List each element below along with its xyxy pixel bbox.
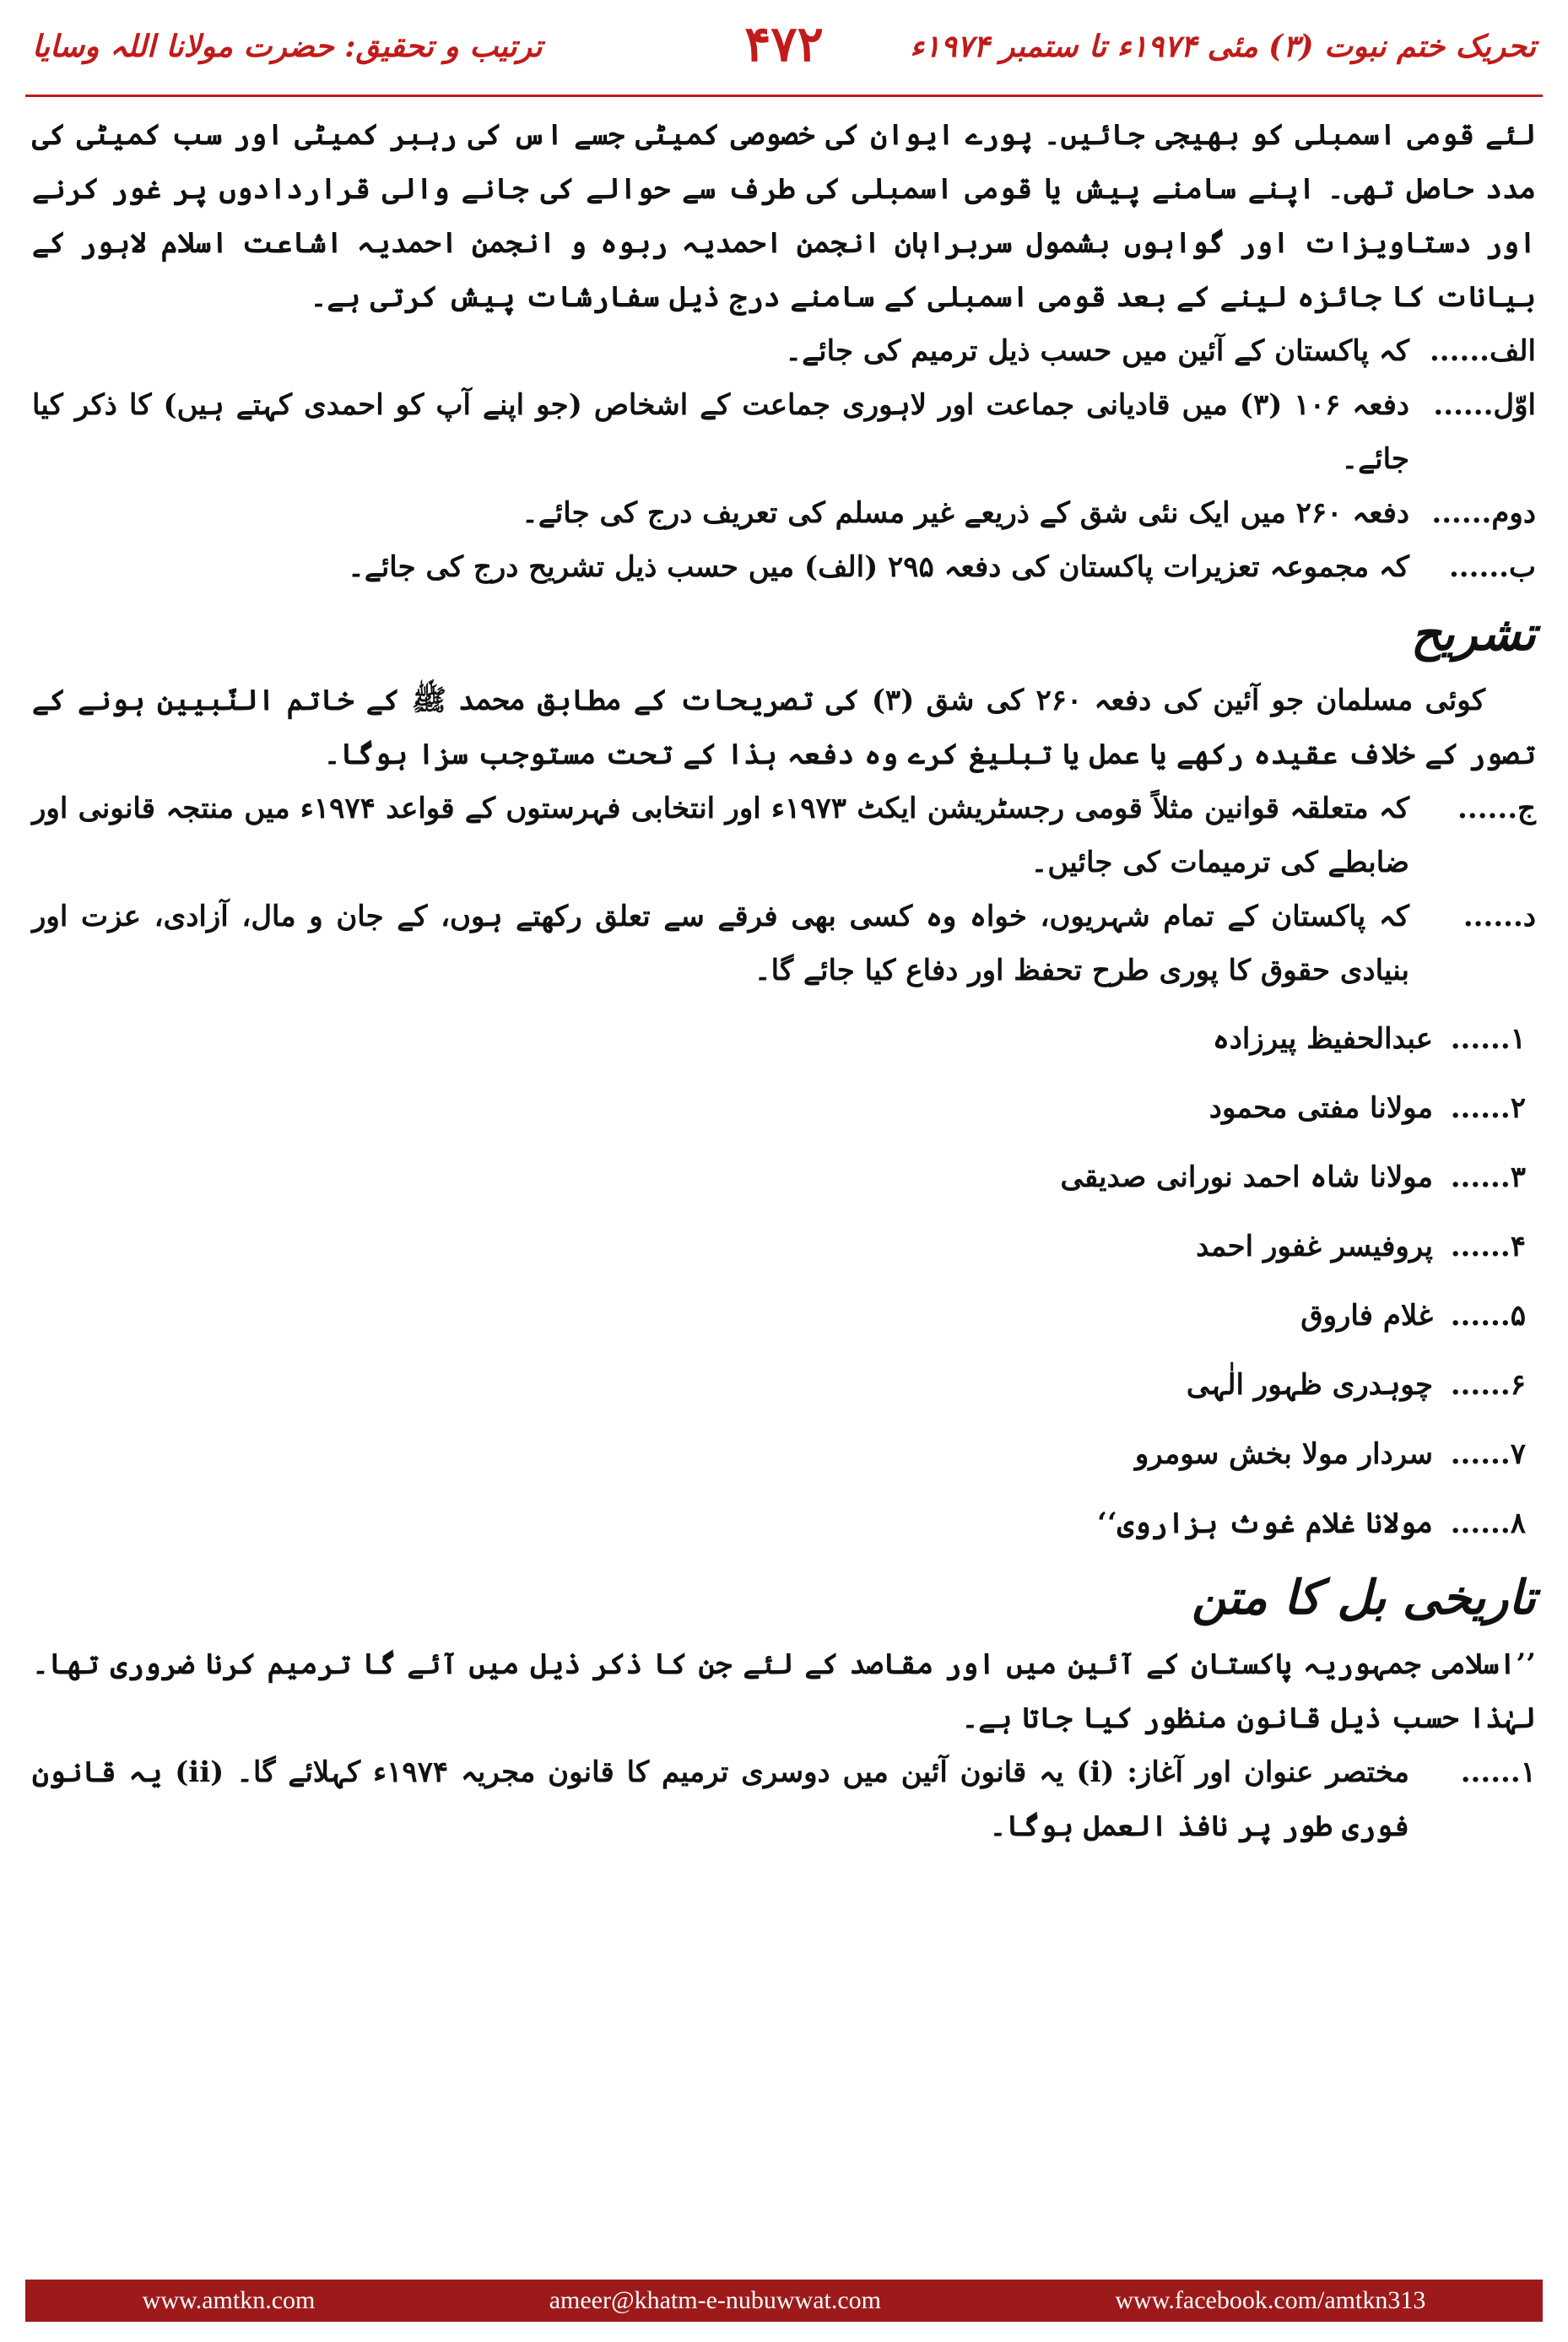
signatory-number: ۴...... (1450, 1230, 1526, 1263)
point-label: اوّل...... (1433, 388, 1536, 422)
point-label: د...... (1463, 900, 1536, 933)
point-row (32, 486, 1536, 540)
header-divider (25, 95, 1543, 97)
signatory-item (32, 1281, 1536, 1350)
signatory-item (32, 1489, 1536, 1558)
point-text: کہ مجموعہ تعزیرات پاکستان کی دفعہ ۲۹۵ (الف) میں حسب ذیل تشریح درج کی جائے۔ (348, 550, 1409, 584)
signatory-item (32, 1350, 1536, 1420)
bill-clause (32, 1745, 1536, 1853)
point-row (32, 324, 1536, 378)
signatory-number: ۵...... (1450, 1299, 1526, 1333)
point-text: کہ پاکستان کے آئین میں حسب ذیل ترمیم کی جائے۔ (785, 334, 1409, 368)
page-body (32, 108, 1536, 2249)
point-text: دفعہ ۲۶۰ میں ایک نئی شق کے ذریعے غیر مسلم کی تعریف درج کی جائے۔ (521, 496, 1409, 530)
bill-intro: ’’اسلامی جمہوریہ پاکستان کے آئین میں اور مقاصد کے لئے جن کا ذکر ذیل میں آئے گا ترمیم کرنا ضروری تھا۔ لہٰذا حسب ذیل قانون منظور کیا جاتا ہے۔ (32, 1647, 1536, 1735)
signatory-number: ۲...... (1450, 1091, 1526, 1125)
point-row (32, 378, 1536, 486)
point-label: الف...... (1429, 334, 1536, 368)
signatory-name: مولانا مفتی محمود (1208, 1091, 1433, 1125)
signatory-item (32, 1074, 1536, 1143)
signatory-number: ۸...... (1450, 1506, 1526, 1540)
clause-label: ۱...... (1460, 1755, 1536, 1789)
signatory-name: سردار مولا بخش سومرو (1134, 1437, 1433, 1471)
signatory-name: پروفیسر غفور احمد (1196, 1230, 1433, 1263)
signatory-name: غلام فاروق (1300, 1299, 1433, 1333)
signatory-number: ۳...... (1450, 1160, 1526, 1194)
compiler-credit: ترتیب و تحقیق: حضرت مولانا اللہ وسایا (32, 29, 543, 64)
signatory-number: ۱...... (1450, 1022, 1526, 1056)
clause-text: مختصر عنوان اور آغاز: (i) یہ قانون آئین میں دوسری ترمیم کا قانون مجریہ ۱۹۷۴ء کہلائے گا۔ (ii) یہ قانون فوری طور پر نافذ العمل ہوگا۔ (32, 1755, 1409, 1843)
signatory-name: عبدالحفیظ پیرزادہ (1212, 1022, 1433, 1056)
point-label: دوم...... (1431, 496, 1536, 530)
signatory-item (32, 1143, 1536, 1212)
signatory-item (32, 1420, 1536, 1489)
point-row (32, 890, 1536, 998)
point-text: دفعہ ۱۰۶ (۳) میں قادیانی جماعت اور لاہوری جماعت کے اشخاص (جو اپنے آپ کو احمدی کہتے ہیں) کا ذکر کیا جائے۔ (32, 388, 1409, 476)
signatory-number: ۷...... (1450, 1437, 1526, 1471)
signatories-list (32, 1004, 1536, 1558)
intro-paragraph: لئے قومی اسمبلی کو بھیجی جائیں۔ پورے ایوان کی خصوصی کمیٹی جسے اس کی رہبر کمیٹی اور سب کمیٹی کی مدد حاصل تھی۔ اپنے سامنے پیش یا قومی اسمبلی کی طرف سے حوالے کی جانے والی قراردادوں پر غور کرنے اور دستاویزات اور گواہوں بشمول سربراہان انجمن احمدیہ ربوہ و انجمن احمدیہ اشاعت اسلام لاہور کے بیانات کا جائزہ لینے کے بعد قومی اسمبلی کے سامنے درج ذیل سفارشات پیش کرتی ہے۔ (32, 118, 1536, 314)
point-text: کہ متعلقہ قوانین مثلاً قومی رجسٹریشن ایکٹ ۱۹۷۳ء اور انتخابی فہرستوں کے قواعد ۱۹۷۴ء میں منتجہ قانونی اور ضابطے کی ترمیمات کی جائیں۔ (32, 792, 1410, 879)
signatory-item (32, 1004, 1536, 1074)
book-title: تحریک ختم نبوت (۳) مئی ۱۹۷۴ء تا ستمبر ۱۹۷۴ء (910, 29, 1536, 64)
point-row (32, 782, 1536, 890)
tashreeh-heading: تشریح (1410, 606, 1536, 662)
facebook-link[interactable]: www.facebook.com/amtkn313 (1115, 2286, 1426, 2314)
signatory-name: مولانا غلام غوث ہزاروی‘‘ (1097, 1506, 1433, 1540)
signatory-name: مولانا شاہ احمد نورانی صدیقی (1060, 1160, 1433, 1194)
point-row (32, 540, 1536, 594)
page-footer (25, 2280, 1543, 2322)
point-text: کہ پاکستان کے تمام شہریوں، خواہ وہ کسی بھی فرقے سے تعلق رکھتے ہوں، کے جان و مال، آزادی، عزت اور بنیادی حقوق کا پوری طرح تحفظ اور دفاع کیا جائے گا۔ (32, 900, 1409, 987)
tashreeh-paragraph: کوئی مسلمان جو آئین کی دفعہ ۲۶۰ کی شق (۳) کی تصریحات کے مطابق محمد ﷺ کے خاتم النّبیین ہونے کے تصور کے خلاف عقیدہ رکھے یا عمل یا تبلیغ کرے وہ دفعہ ہذا کے تحت مستوجب سزا ہوگا۔ (32, 684, 1536, 771)
bill-heading: تاریخی بل کا متن (1192, 1570, 1536, 1625)
signatory-number: ۶...... (1450, 1368, 1526, 1402)
email-link[interactable]: ameer@khatm-e-nubuwwat.com (549, 2286, 882, 2314)
signatory-item (32, 1212, 1536, 1281)
page-header (0, 0, 1568, 93)
signatory-name: چوہدری ظہور الٰہی (1186, 1368, 1433, 1402)
website-link[interactable]: www.amtkn.com (142, 2286, 316, 2314)
point-label: ج...... (1457, 792, 1536, 825)
point-label: ب...... (1448, 550, 1536, 584)
page-number: ۴۷۲ (744, 15, 824, 73)
